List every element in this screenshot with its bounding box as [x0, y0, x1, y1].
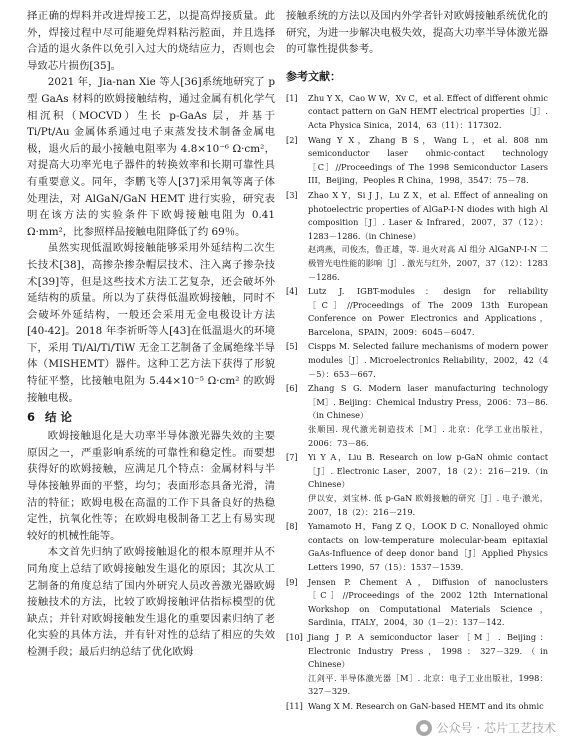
reference-number: [2]	[286, 134, 298, 145]
reference-item	[286, 382, 548, 450]
reference-line: Yi Y A，Liu B. Research on low p-GaN ohmic contact［J］. Electronic Laser，2007，18（2）：216－219.（in Chinese）	[308, 452, 548, 490]
wechat-logo-icon	[416, 720, 432, 736]
reference-item	[286, 92, 548, 133]
reference-line: Jensen P. Chement A，Diffusion of nanoclusters［C］//Proceedings of the 2002 12th International Workshop on Computational Materials Science，Sardinia，ITALY，2004，30（1－2）：137－142.	[308, 576, 548, 628]
left-paragraphs-after	[27, 428, 275, 660]
reference-item	[286, 631, 548, 699]
reference-number: [11]	[286, 700, 303, 711]
reference-text	[308, 451, 548, 519]
reference-number: [3]	[286, 189, 298, 200]
left-paragraphs-before	[27, 8, 275, 406]
watermark	[416, 719, 556, 736]
reference-line: 伊以安，刘宝林. 低 p-GaN 欧姆接触的研究［J］. 电子·激光，2007，18（2）：216－219.	[308, 493, 548, 517]
reference-item	[286, 520, 548, 574]
reference-number: [4]	[286, 286, 298, 297]
reference-line: 赵鸿燕，司俊杰，鲁正雄，等. 退火对高 Al 组分 AlGaNP-I-N 二极管光电性能的影响［J］. 激光与红外，2007，37（12）：1283－1286.	[308, 244, 548, 282]
reference-text	[308, 134, 548, 188]
paragraph: 虽然实现低温欧姆接触能够采用外延结构二次生长技术[38]，高掺杂掺杂帽层技术、注入离子掺杂技术[39]等，但是这些技术方法工艺复杂，还会破坏外延结构的质量。所以为了获得低温欧姆接触，同时不会破坏外延结构，一般还会采用无金电极设计方法[40-42]。2018 年李祈昕等人[43]在低温退火的环境下，采用 Ti/Al/Ti/TiW 无金工艺制备了金属绝缘半导体（MISHEMT）器件。这种工艺方法下获得了形貌特征平整，比接触电阻为 5.44×10⁻⁵ Ω·cm² 的欧姆接触电极。	[27, 242, 275, 404]
reference-item	[286, 576, 548, 630]
reference-line: Lutz J. IGBT-modules：design for reliability［C］//Proceedings of The 2009 13th European Conference on Power Electronics and Applications，Barcelona，SPAIN，2009：6045－6047.	[308, 286, 548, 337]
section-number: 6	[27, 410, 36, 425]
reference-list	[286, 92, 548, 714]
reference-text	[308, 700, 548, 714]
reference-text	[308, 189, 548, 284]
reference-number: [10]	[286, 631, 303, 642]
watermark-text: 公众号 · 芯片工艺技术	[436, 721, 556, 735]
reference-number: [7]	[286, 452, 298, 463]
references-title: 参考文献：	[286, 69, 341, 83]
reference-text	[308, 340, 548, 381]
reference-line: Zhao X Y，Si J J，Lu Z X，et al. Effect of annealing on photoelectric properties of AlGaP-I-N diodes with high Al composition［J］. Laser & Infrared，2007，37（12）：1283－1286.（in Chinese）	[308, 189, 548, 241]
section-title: 结 论	[45, 410, 73, 425]
reference-item	[286, 134, 548, 188]
reference-text	[308, 285, 548, 339]
paragraph: 2021 年，Jia-nan Xie 等人[36]系统地研究了 p 型 GaAs 材料的欧姆接触结构，通过金属有机化学气相沉积（MOCVD）生长 p-GaAs 层，并基于 Ti/Pt/Au 金属体系通过电子束蒸发技术制备金属电极，退火后的最小接触电阻率为 4.8×10⁻⁶ Ω·cm²，对提高大功率光电子器件的转换效率和长期可靠性具有重要意义。同年，李鹏飞等人[37]采用氧等离子体处理法，对 AlGaN/GaN HEMT 进行实验，研究表明在该方法的实验条件下欧姆接触电阻为 0.41 Ω·mm²，比参照样品接触电阻降低了约 69％。	[27, 76, 275, 238]
reference-item	[286, 451, 548, 519]
reference-number: [6]	[286, 383, 298, 394]
reference-line: Yamamoto H，Fang Z Q，LOOK D C. Nonalloyed ohmic contacts on low-temperature molecular-beam epitaxial GaAs-Influence of deep donor band［J］Applied Physics Letters 1990，57（15）：1537－1539.	[308, 521, 548, 572]
reference-item	[286, 340, 548, 381]
reference-text	[308, 382, 548, 450]
reference-item	[286, 700, 548, 714]
reference-line: Zhang S G. Modern laser manufacturing technology［M］. Beijing：Chemical Industry Press，2006：73－86.（in Chinese）	[308, 383, 548, 421]
reference-number: [9]	[286, 576, 298, 587]
reference-line: Wang X M. Research on GaN-based HEMT and its ohmic	[308, 700, 544, 711]
paragraph: 择正确的焊料并改进焊接工艺，以提高焊接质量。此外，焊接过程中尽可能避免焊料粘污腔面，并且选择合适的退火条件以免引入过大的烧结应力，否则也会导致芯片损伤[35]。	[27, 10, 275, 72]
reference-item	[286, 189, 548, 284]
reference-text	[308, 631, 548, 699]
paragraph: 欧姆接触退化是大功率半导体激光器失效的主要原因之一，严重影响系统的可靠性和稳定性。而要想获得好的欧姆接触，应满足几个特点：金属材料与半导体接触界面的平整，均匀；表面形态具备光滑，清洁的特征；欧姆电极在高温的工作下具备良好的热稳定性，抗氧化性等；在欧姆电极制备工艺上有易实现较好的机械性能等。	[27, 430, 275, 542]
reference-line: Jiang J P. A semiconductor laser［M］. Beijing：Electronic Industry Press，1998：327－329.（in Chinese）	[308, 631, 548, 670]
reference-line: Zhu Y X，Cao W W，Xv C，et al. Effect of different ohmic contact pattern on GaN HEMT electrical properties［J］. Acta Physica Sinica，2014，63（11）：117302.	[308, 92, 548, 130]
section-heading	[27, 406, 275, 428]
reference-text	[308, 520, 548, 574]
reference-text	[308, 576, 548, 630]
right-column	[286, 8, 548, 715]
reference-number: [5]	[286, 341, 298, 352]
reference-line: Cispps M. Selected failure mechanisms of modern power modules［J］. Microelectronics Reliability，2002，42（4－5）：653－667.	[308, 341, 548, 379]
paragraph: 本文首先归纳了欧姆接触退化的根本原理并从不同角度上总结了欧姆接触发生退化的原因；其次从工艺制备的角度总结了国内外研究人员改善激光器欧姆接触技术的方法，比较了欧姆接触评估指标模型的优缺点；并针对欧姆接触发生退化的重要因素归纳了老化实验的具体方法，并有针对性的总结了相应的失效检测手段；最后归纳总结了优化欧姆	[27, 546, 275, 658]
reference-text	[308, 92, 548, 133]
reference-line: 张顺国. 现代激光制造技术［M］. 北京：化学工业出版社，2006：73－86.	[308, 424, 548, 448]
reference-number: [8]	[286, 521, 298, 532]
right-paragraph-top: 接触系统的方法以及国内外学者针对欧姆接触系统优化的研究，为进一步解决电极失效，提高大功率半导体激光器的可靠性提供参考。	[286, 10, 548, 56]
reference-number: [1]	[286, 92, 298, 103]
reference-line: Wang Y X，Zhang B S，Wang L，et al. 808 nm semiconductor laser ohmic-contact technology［C］//Proceedings of The 1998 Semiconductor Lasers III，Beijing，Peoples R China，1998，3547：75－78.	[308, 134, 548, 186]
reference-line: 江剑平. 半导体激光器［M］. 北京：电子工业出版社，1998：327－329.	[308, 672, 548, 697]
reference-item	[286, 285, 548, 339]
left-column	[27, 8, 275, 661]
